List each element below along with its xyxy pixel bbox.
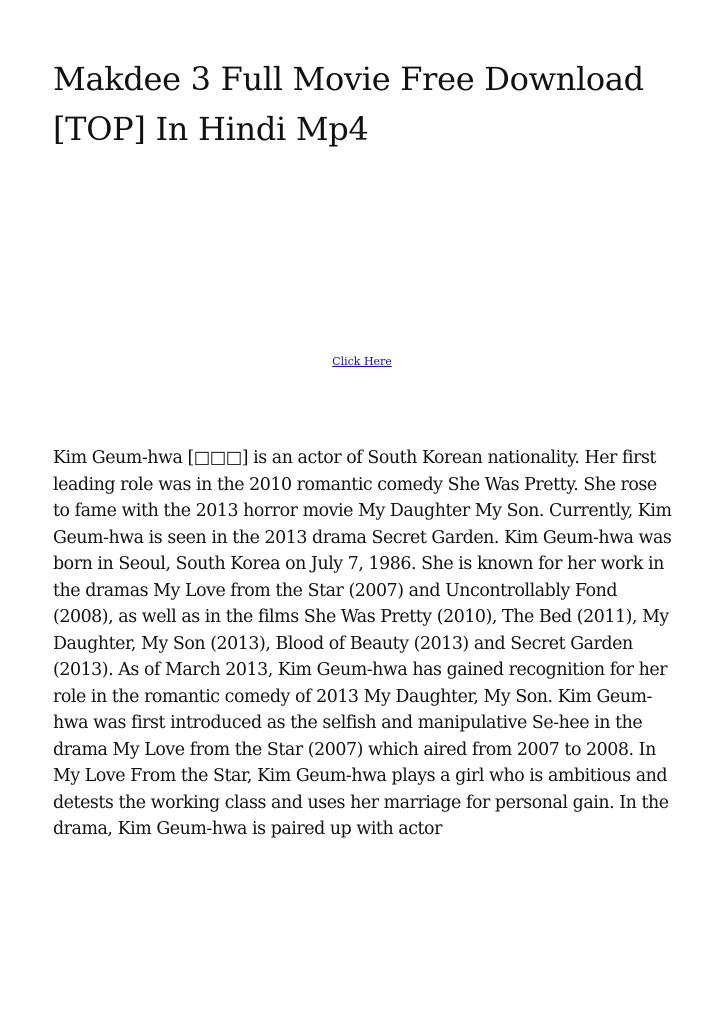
body-paragraph: Kim Geum-hwa [□□□] is an actor of South Korean nationality. Her first leading role was in the 2010 romantic comedy She Was Pretty. She rose to fame with the 2013 horror movie My Daughter My Son. Currently, Kim Geum-hwa is seen in the 2013 drama Secret Garden. Kim Geum-hwa was born in Seoul, South Korea on July 7, 1986. She is known for her work in the dramas My Love from the Star (2007) and Uncontrollably Fond (2008), as well as in the films She Was Pretty (2010), The Bed (2011), My Daughter, My Son (2013), Blood of Beauty (2013) and Secret Garden (2013). As of March 2013, Kim Geum-hwa has gained recognition for her role in the romantic comedy of 2013 My Daughter, My Son. Kim Geum-hwa was first introduced as the selfish and manipulative Se-hee in the drama My Love from the Star (2007) which aired from 2007 to 2008. In My Love From the Star, Kim Geum-hwa plays a girl who is ambitious and detests the working class and uses her marriage for personal gain. In the drama, Kim Geum-hwa is paired up with actor (53, 448, 672, 839)
page-title: Makdee 3 Full Movie Free Download [TOP] In Hindi Mp4 (53, 60, 644, 148)
link-container (0, 352, 724, 370)
click-here-link[interactable]: Click Here (332, 355, 392, 368)
